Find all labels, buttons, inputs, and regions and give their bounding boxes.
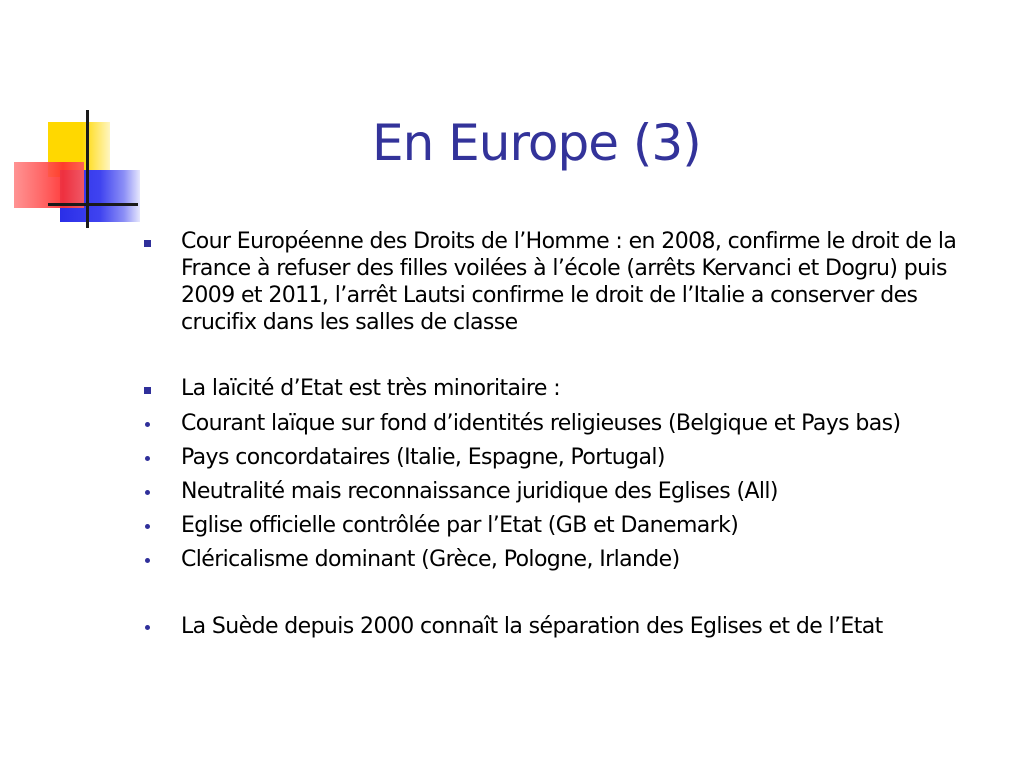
- horizontal-line: [48, 203, 138, 206]
- decorative-logo: [0, 100, 150, 240]
- list-item: [140, 478, 995, 505]
- list-item: [140, 410, 995, 437]
- item-text: Eglise officielle contrôlée par l’Etat (GB et Danemark): [181, 513, 739, 538]
- item-text: Cour Européenne des Droits de l’Homme : en 2008, confirme le droit de la France à refuser des filles voilées à l’école (arrêts Kervanci et Dogru) puis 2009 et 2011, l’arrêt Lautsi confirme le droit de l’Italie a conserver des crucifix dans les salles de classe: [181, 229, 957, 335]
- list-item: [140, 444, 995, 471]
- red-square-shape: [14, 162, 84, 208]
- item-text: Courant laïque sur fond d’identités religieuses (Belgique et Pays bas): [181, 411, 901, 436]
- item-text: Neutralité mais reconnaissance juridique des Eglises (All): [181, 479, 778, 504]
- item-text: Cléricalisme dominant (Grèce, Pologne, Irlande): [181, 547, 680, 572]
- slide-content: [140, 228, 995, 640]
- list-item: [140, 228, 995, 336]
- list-item: [140, 512, 995, 539]
- item-text: Pays concordataires (Italie, Espagne, Portugal): [181, 445, 665, 470]
- list-item: [140, 375, 995, 402]
- list-item: [140, 613, 995, 640]
- item-text: La Suède depuis 2000 connaît la séparation des Eglises et de l’Etat: [181, 614, 883, 639]
- vertical-line: [86, 110, 89, 228]
- slide-title: En Europe (3): [372, 114, 701, 172]
- item-text: La laïcité d’Etat est très minoritaire :: [181, 376, 561, 401]
- list-item: [140, 546, 995, 573]
